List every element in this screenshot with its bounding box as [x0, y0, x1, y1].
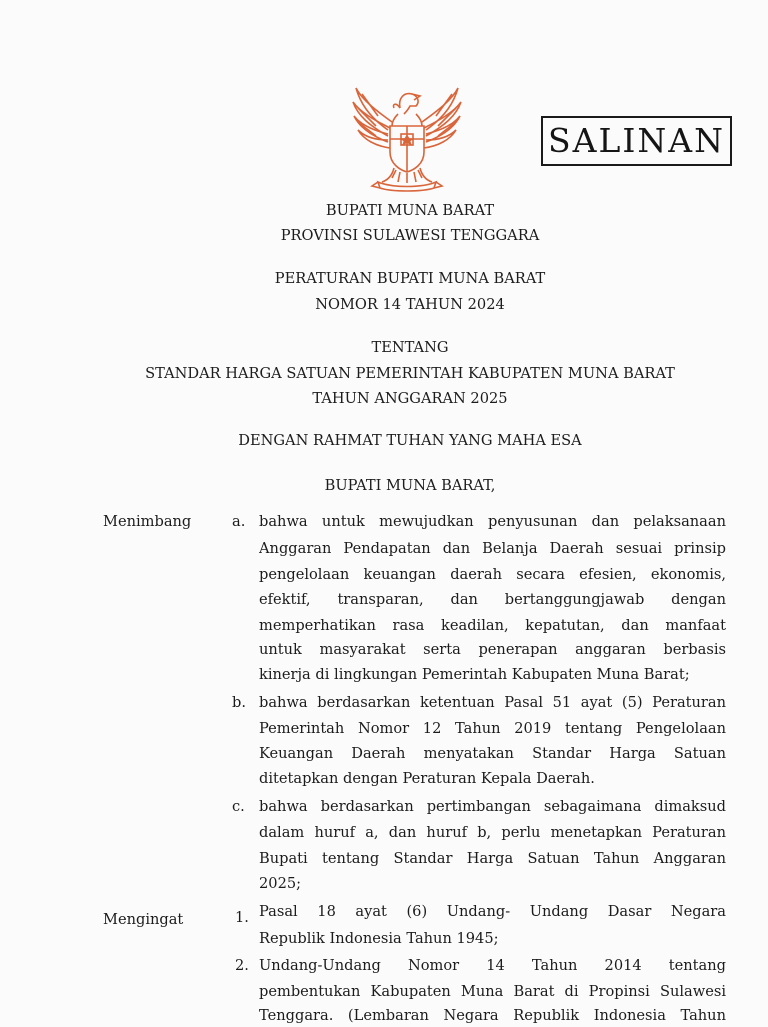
menimbang-label: Menimbang [103, 513, 192, 530]
menimbang-a-line: memperhatikan rasa keadilan, kepatutan, dan manfaat [259, 617, 726, 634]
mengingat-1-line: Republik Indonesia Tahun 1945; [259, 930, 499, 947]
menimbang-b-line: bahwa berdasarkan ketentuan Pasal 51 ayat (5) Peraturan [259, 694, 726, 711]
menimbang-c-line: Bupati tentang Standar Harga Satuan Tahun Anggaran [259, 850, 726, 867]
menimbang-b-line: ditetapkan dengan Peraturan Kepala Daerah. [259, 770, 595, 787]
mengingat-marker-2: 2. [235, 957, 249, 974]
menimbang-c-line: bahwa berdasarkan pertimbangan sebagaimana dimaksud [259, 798, 726, 815]
menimbang-a-line: pengelolaan keuangan daerah secara efesien, ekonomis, [259, 566, 726, 583]
menimbang-b-line: Pemerintah Nomor 12 Tahun 2019 tentang Pengelolaan [259, 720, 726, 737]
menimbang-a-line: untuk masyarakat serta penerapan anggaran berbasis [259, 641, 726, 658]
menimbang-b-line: Keuangan Daerah menyatakan Standar Harga Satuan [259, 745, 726, 762]
mengingat-marker-1: 1. [235, 909, 249, 926]
mengingat-2-line: Tenggara. (Lembaran Negara Republik Indonesia Tahun [259, 1007, 726, 1024]
mengingat-2-line: pembentukan Kabupaten Muna Barat di Propinsi Sulawesi [259, 983, 726, 1000]
menimbang-marker-c: c. [232, 798, 245, 815]
subject-title: STANDAR HARGA SATUAN PEMERINTAH KABUPATEN MUNA BARAT [145, 365, 675, 382]
menimbang-c-line: 2025; [259, 875, 302, 892]
mengingat-2-line: Undang-Undang Nomor 14 Tahun 2014 tentang [259, 957, 726, 974]
regent-heading: BUPATI MUNA BARAT, [324, 477, 496, 494]
menimbang-a-line: efektif, transparan, dan bertanggungjawab dengan [259, 591, 726, 608]
menimbang-a-line: kinerja di lingkungan Pemerintah Kabupaten Muna Barat; [259, 666, 690, 683]
tentang-heading: TENTANG [371, 339, 449, 356]
menimbang-a-line: Anggaran Pendapatan dan Belanja Daerah sesuai prinsip [259, 540, 726, 557]
menimbang-a-line: bahwa untuk mewujudkan penyusunan dan pelaksanaan [259, 513, 726, 530]
regent-title: BUPATI MUNA BARAT [325, 202, 495, 219]
subject-year: TAHUN ANGGARAN 2025 [312, 390, 508, 407]
province-title: PROVINSI SULAWESI TENGGARA [280, 227, 540, 244]
mengingat-label: Mengingat [103, 911, 184, 928]
menimbang-marker-b: b. [232, 694, 246, 711]
menimbang-marker-a: a. [232, 513, 246, 530]
invocation: DENGAN RAHMAT TUHAN YANG MAHA ESA [238, 432, 582, 449]
regulation-number: NOMOR 14 TAHUN 2024 [315, 296, 505, 313]
menimbang-c-line: dalam huruf a, dan huruf b, perlu menetapkan Peraturan [259, 824, 726, 841]
regulation-title: PERATURAN BUPATI MUNA BARAT [274, 270, 546, 287]
salinan-stamp: SALINAN [541, 116, 732, 166]
mengingat-1-line: Pasal 18 ayat (6) Undang- Undang Dasar Negara [259, 903, 726, 920]
garuda-emblem-icon [348, 82, 466, 194]
